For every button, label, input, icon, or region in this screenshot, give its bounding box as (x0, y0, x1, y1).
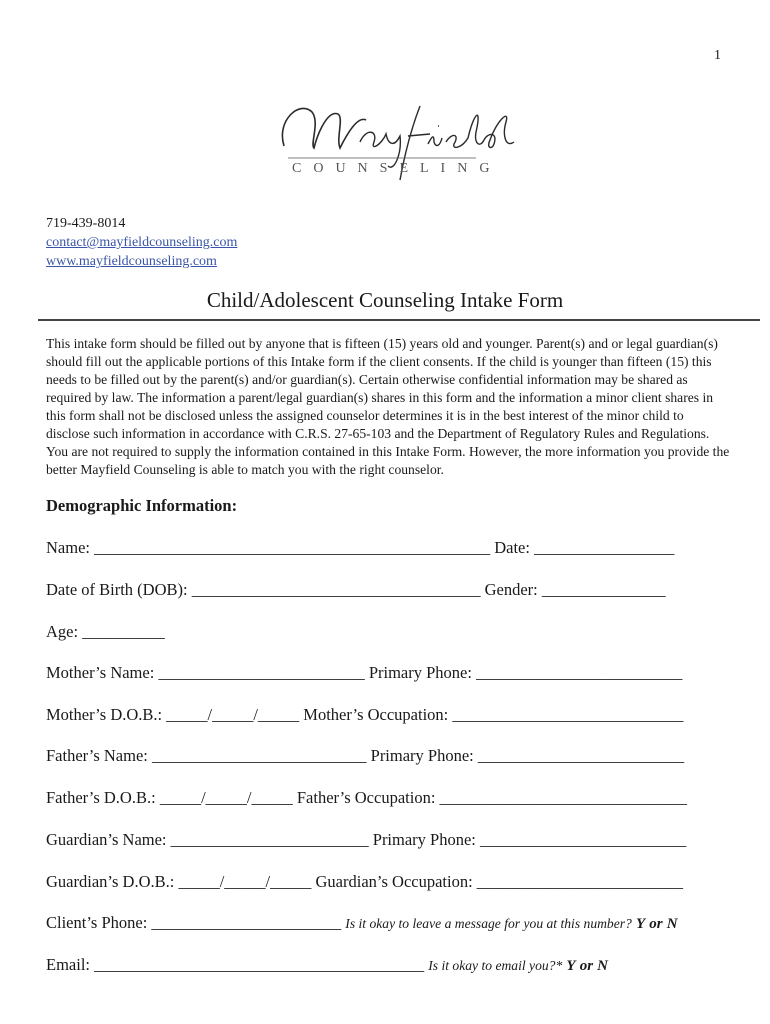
gender-field[interactable]: _______________ (541, 580, 666, 599)
row-mother-name (46, 663, 682, 683)
guardian-dob-label: Guardian’s D.O.B.: (46, 872, 175, 891)
row-age (46, 622, 165, 642)
mother-dob-label: Mother’s D.O.B.: (46, 705, 163, 724)
guardian-name-label: Guardian’s Name: (46, 830, 167, 849)
message-yes-option[interactable]: Y (635, 916, 646, 932)
dob-label: Date of Birth (DOB): (46, 580, 188, 599)
row-guardian-dob (46, 872, 683, 892)
message-question: Is it okay to leave a message for you at this number? (345, 916, 632, 931)
email-yes-option[interactable]: Y (566, 958, 576, 974)
mother-phone-label: Primary Phone: (368, 663, 472, 682)
section-heading: Demographic Information: (46, 496, 238, 515)
guardian-name-field[interactable]: ________________________ (170, 830, 369, 849)
page-number: 1 (714, 48, 721, 63)
guardian-dob-field[interactable]: _____/_____/_____ (178, 872, 312, 891)
date-label: Date: (494, 538, 530, 557)
row-client-phone (46, 913, 678, 933)
row-dob-gender (46, 580, 666, 600)
age-label: Age: (46, 622, 79, 641)
title-divider (38, 319, 760, 321)
name-field[interactable]: ________________________________________________ (94, 538, 491, 557)
contact-email-link[interactable]: contact@mayfieldcounseling.com (46, 235, 238, 250)
mother-occupation-label: Mother’s Occupation: (303, 705, 449, 724)
father-phone-field[interactable]: _________________________ (477, 746, 685, 765)
gender-label: Gender: (484, 580, 538, 599)
row-name-date (46, 538, 674, 558)
email-question: Is it okay to email you?* (428, 958, 563, 973)
row-father-dob (46, 788, 687, 808)
message-or-text: or (649, 916, 663, 932)
mayfield-logo (270, 92, 520, 182)
father-occupation-label: Father’s Occupation: (296, 788, 436, 807)
contact-info (46, 214, 237, 271)
row-guardian-name (46, 830, 686, 850)
father-name-field[interactable]: __________________________ (152, 746, 367, 765)
contact-phone: 719-439-8014 (46, 216, 126, 231)
mayfield-logo-icon (270, 92, 520, 182)
email-or-text: or (579, 958, 594, 974)
intro-paragraph: This intake form should be filled out by anyone that is fifteen (15) years old and younger. Parent(s) and or legal guardian(s) should fill out the applicable portions of this Intake form if the client consents. If the child is younger than fifteen (15) this needs to be filled out by the parent(s) and/or guardian(s). Certain otherwise confidential information may be shared as required by law. The information a parent/legal guardian(s) shares in this form and the information a minor client shares in this form shall not be disclosed unless the assigned counselor determines it is in the best interest of the minor child to disclose such information in accordance with C.R.S. 27-65-103 and the Department of Regulatory Rules and Regulations. You are not required to supply the information contained in this Intake Form. However, the more information you provide the better Mayfield Counseling is able to match you with the right counselor. (46, 336, 730, 477)
website-link[interactable]: www.mayfieldcounseling.com (46, 254, 217, 269)
row-mother-dob (46, 705, 683, 725)
mother-name-field[interactable]: _________________________ (158, 663, 365, 682)
logo-subtext: COUNSELING (292, 161, 502, 176)
mother-dob-field[interactable]: _____/_____/_____ (166, 705, 300, 724)
father-dob-label: Father’s D.O.B.: (46, 788, 156, 807)
guardian-phone-label: Primary Phone: (372, 830, 476, 849)
father-name-label: Father’s Name: (46, 746, 148, 765)
date-field[interactable]: _________________ (534, 538, 675, 557)
mother-phone-field[interactable]: _________________________ (476, 663, 683, 682)
guardian-phone-field[interactable]: _________________________ (480, 830, 687, 849)
father-phone-label: Primary Phone: (370, 746, 474, 765)
email-label: Email: (46, 955, 90, 974)
form-title: Child/Adolescent Counseling Intake Form (206, 288, 564, 312)
client-phone-label: Client’s Phone: (46, 913, 148, 932)
guardian-occupation-field[interactable]: _________________________ (476, 872, 684, 891)
client-phone-field[interactable]: _______________________ (151, 913, 342, 932)
guardian-occupation-label: Guardian’s Occupation: (315, 872, 473, 891)
dob-field[interactable]: ___________________________________ (191, 580, 481, 599)
name-label: Name: (46, 538, 90, 557)
mother-occupation-field[interactable]: ____________________________ (452, 705, 684, 724)
message-no-option[interactable]: N (666, 916, 678, 932)
email-field[interactable]: ________________________________________ (94, 955, 425, 974)
row-father-name (46, 746, 684, 766)
father-occupation-field[interactable]: ______________________________ (439, 788, 688, 807)
email-no-option[interactable]: N (597, 958, 609, 974)
mother-name-label: Mother’s Name: (46, 663, 155, 682)
age-field[interactable]: __________ (82, 622, 165, 641)
father-dob-field[interactable]: _____/_____/_____ (159, 788, 293, 807)
row-email (46, 955, 608, 975)
